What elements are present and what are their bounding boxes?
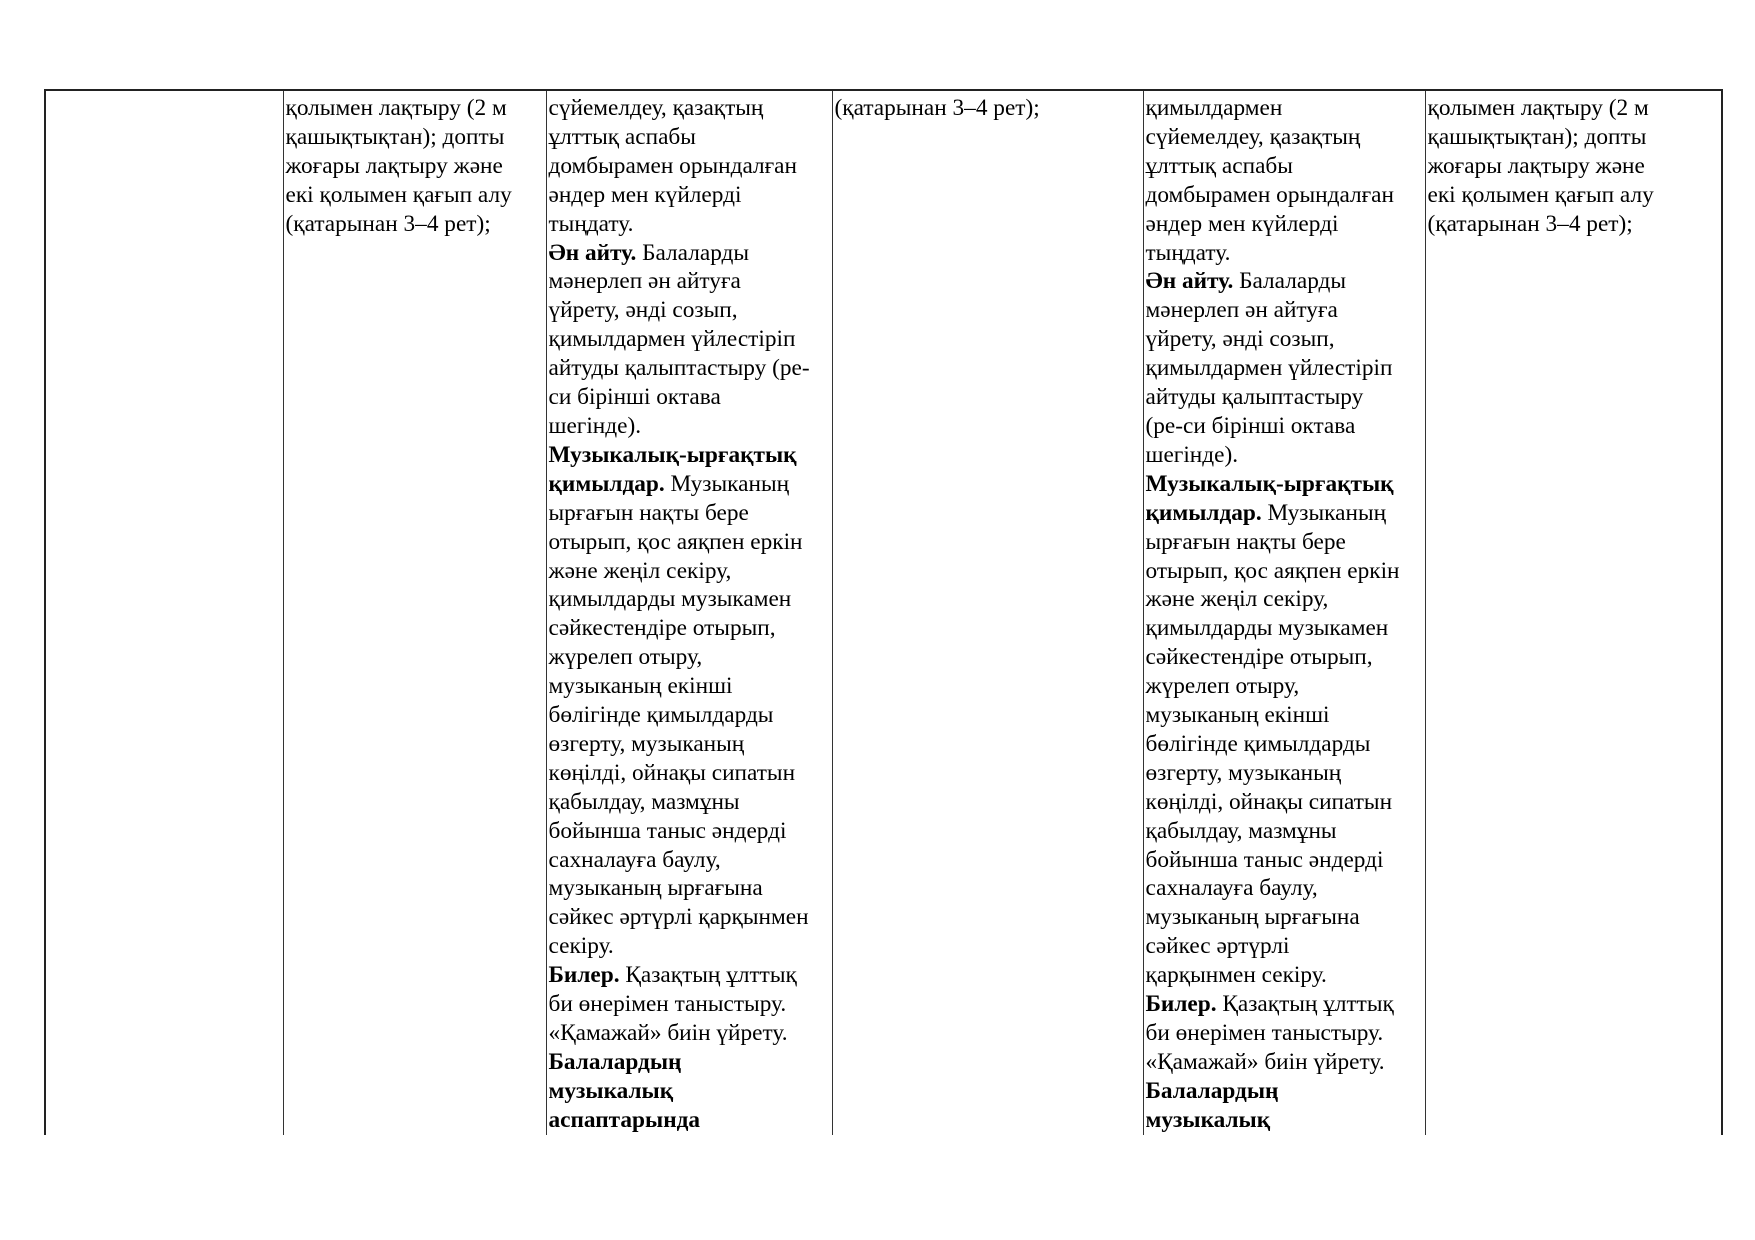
cell-5-instruments-title: Балалардың музыкалық [1145, 1077, 1279, 1133]
table-cell-1 [45, 90, 283, 1135]
cell-3-instruments-title: Балалардың музыкалық аспаптарында [548, 1048, 701, 1133]
table-cell-6 [1425, 90, 1722, 1135]
table-cell-5 [1143, 90, 1425, 1135]
cell-3-song-text: Балаларды мәнерлеп ән айтуға үйрету, әнді созып, қимылдармен үйлестіріп айтуды қалыптастыру (ре- си бірінші октава шегінде). [548, 239, 810, 439]
table-cell-3 [546, 90, 832, 1135]
cell-6-text: қолымен лақтыру (2 м қашықтықтан); допты жоғары лақтыру және екі қолымен қағып алу (қатарынан 3–4 рет); [1427, 95, 1654, 237]
cell-2-text: қолымен лақтыру (2 м қашықтықтан); допты жоғары лақтыру және екі қолымен қағып алу (қатарынан 3–4 рет); [285, 95, 512, 237]
cell-5-dance-title: Билер. [1145, 991, 1217, 1018]
cell-3-song-title: Ән айту. [548, 239, 637, 266]
cell-5-rhythm-title: Музыкалық-ырғақтық қимылдар. [1145, 470, 1394, 526]
cell-5-song-text: Балаларды мәнерлеп ән айтуға үйрету, әнді созып, қимылдармен үйлестіріп айтуды қалыптастыру (ре-си бірінші октава шегінде). [1145, 268, 1393, 468]
cell-3-rhythm-title: Музыкалық-ырғақтық қимылдар. [548, 441, 797, 497]
table-row [45, 90, 1722, 1135]
cell-3-intro: сүйемелдеу, қазақтың ұлттық аспабы домбырамен орындалған әндер мен күйлерді тыңдату. [548, 95, 797, 237]
table-cell-2 [283, 90, 546, 1135]
cell-4-text: (қатарынан 3–4 рет); [834, 95, 1040, 121]
cell-3-dance-title: Билер. [548, 962, 620, 989]
cell-5-rhythm-text: Музыканың ырғағын нақты бере отырып, қос аяқпен еркін және жеңіл секіру, қимылдарды музыкамен сәйкестендіре отырып, жүрелеп отыру, музыканың екінші бөлігінде қимылдарды өзгерту, музыканың көңілді, ойнақы сипатын қабылдау, мазмұны бойынша таныс әндерді сахналауға баулу, музыканың ырғағына сәйкес әртүрлі қарқынмен секіру. [1145, 499, 1400, 989]
cell-3-rhythm-text: Музыканың ырғағын нақты бере отырып, қос аяқпен еркін және жеңіл секіру, қимылдарды музыкамен сәйкестендіре отырып, жүрелеп отыру, музыканың екінші бөлігінде қимылдарды өзгерту, музыканың көңілді, ойнақы сипатын қабылдау, мазмұны бойынша таныс әндерді сахналауға баулу, музыканың ырғағына сәйкес әртүрлі қарқынмен секіру. [548, 470, 809, 960]
cell-5-dance-text: Қазақтың ұлттық би өнерімен таныстыру. «Қамажай» биін үйрету. [1145, 991, 1394, 1075]
cell-5-song-title: Ән айту. [1145, 268, 1234, 295]
cell-3-dance-text: Қазақтың ұлттық би өнерімен таныстыру. «Қамажай» биін үйрету. [548, 962, 797, 1046]
table-cell-4 [832, 90, 1143, 1135]
cell-5-intro: қимылдармен сүйемелдеу, қазақтың ұлттық аспабы домбырамен орындалған әндер мен күйлерді тыңдату. [1145, 95, 1394, 266]
lesson-plan-table [44, 89, 1723, 1135]
